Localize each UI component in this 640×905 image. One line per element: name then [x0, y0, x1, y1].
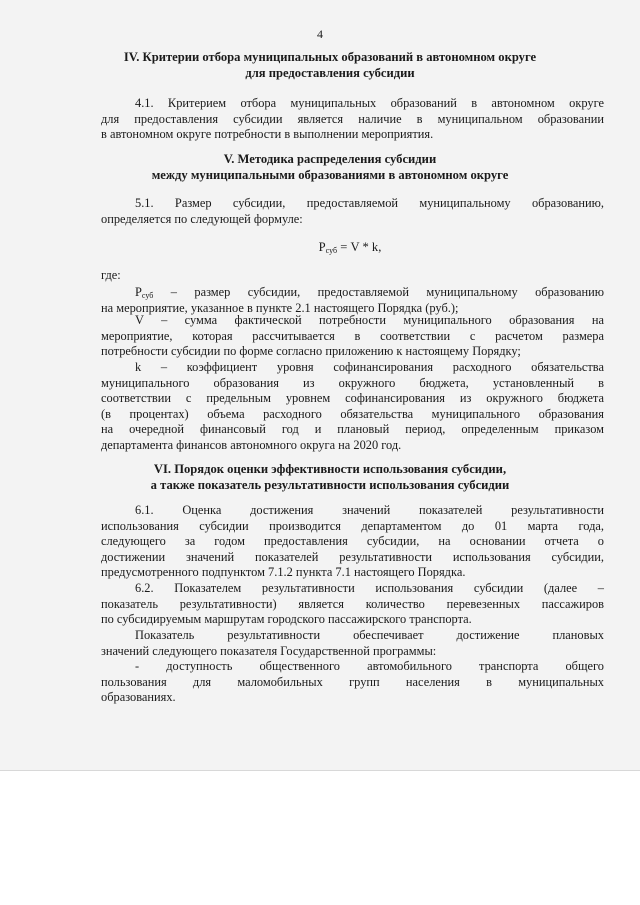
- page-number: 4: [317, 27, 323, 41]
- definition-v: V – сумма фактической потребности муниципального образования на мероприятие, которая рассчитывается в соответствии с расчетом размера потребности субсидии по форме согласно приложению к настоящему Порядку;: [101, 313, 604, 359]
- section-4-heading-line-2: для предоставления субсидии: [245, 65, 415, 80]
- formula: $P_{суб} = V * k$,: [318, 240, 382, 255]
- section-4-heading-line-1: IV. Критерии отбора муниципальных образований в автономном округе: [123, 50, 537, 64]
- paragraph-4-1: 4.1. Критерием отбора муниципальных образований в автономном округе для предоставления субсидии является наличие в муниципальном образовании в автономном округе потребности в выполнении мероприятия.: [101, 96, 604, 142]
- paragraph-6-4: - доступность общественного автомобильного транспорта общего пользования для маломобильных групп населения в муниципальных образованиях.: [101, 659, 604, 705]
- paragraph-5-1: 5.1. Размер субсидии, предоставляемой муниципальному образованию, определяется по следующей формуле:: [101, 196, 604, 226]
- definition-p-sub: $P_{суб}$ – размер субсидии, предоставляемой муниципальному образованию на мероприятие, указанное в пункте 2.1 настоящего Порядка (руб.);: [101, 285, 604, 315]
- paragraph-6-1: 6.1. Оценка достижения значений показателей результативности использования субсидии производится департаментом до 01 марта года, следующего за годом предоставления субсидии, на основании отчета о достижении значений показателей результативности использования субсидии, предусмотренного подпунктом 7.1.2 пункта 7.1 настоящего Порядка.: [101, 503, 604, 580]
- where-label: где:: [101, 268, 121, 282]
- section-6-heading: [60, 462, 600, 493]
- section-6-heading-line-1: VI. Порядок оценки эффективности использования субсидии,: [153, 462, 507, 476]
- section-5-heading-line-2: между муниципальными образованиями в автономном округе: [151, 167, 509, 182]
- paragraph-6-3: Показатель результативности обеспечивает достижение плановых значений следующего показателя Государственной программы:: [101, 628, 604, 658]
- section-5-heading-line-1: V. Методика распределения субсидии: [223, 152, 437, 166]
- definition-k: k – коэффициент уровня софинансирования расходного обязательства муниципального образования из окружного бюджета, установленный в соответствии с предельным уровнем софинансирования из окружного бюджета (в процентах) объема расходного обязательства муниципального образования на очередной финансовый год и плановый период, определенным приказом департамента финансов автономного округа на 2020 год.: [101, 360, 604, 452]
- section-4-heading: [60, 50, 600, 81]
- section-5-heading: [60, 152, 600, 183]
- paragraph-6-2: 6.2. Показателем результативности использования субсидии (далее – показатель результативности) является количество перевезенных пассажиров по субсидируемым маршрутам городского пассажирского транспорта.: [101, 581, 604, 627]
- section-6-heading-line-2: а также показатель результативности использования субсидии: [150, 477, 510, 492]
